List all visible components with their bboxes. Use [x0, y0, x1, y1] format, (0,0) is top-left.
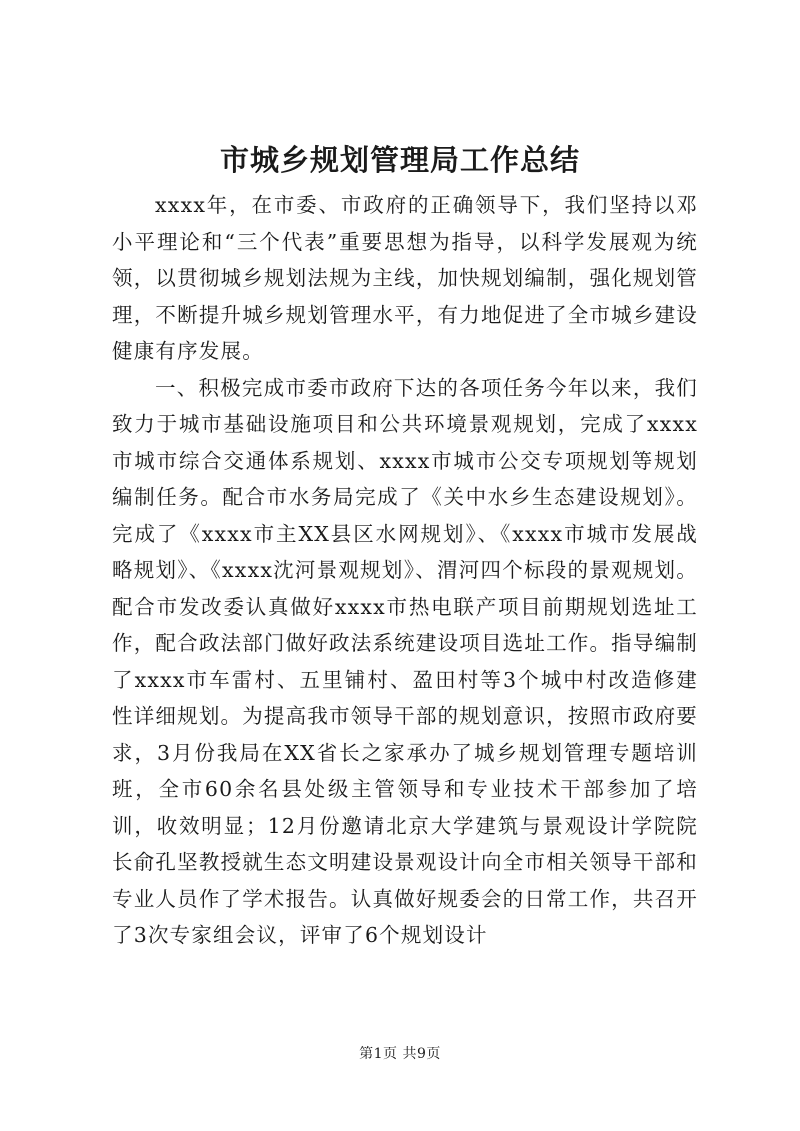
paragraph-section-one: 一、积极完成市委市政府下达的各项任务今年以来，我们致力于城市基础设施项目和公共环境景观规划，完成了xxxx市城市综合交通体系规划、xxxx市城市公交专项规划等规划编制任务。配合市水务局完成了《关中水乡生态建设规划》。完成了《xxxx市主XX县区水网规划》、《xxxx市城市发展战略规划》、《xxxx沈河景观规划》、渭河四个标段的景观规划。配合市发改委认真做好xxxx市热电联产项目前期规划选址工作，配合政法部门做好政法系统建设项目选址工作。指导编制了xxxx市车雷村、五里铺村、盈田村等3个城中村改造修建性详细规划。为提高我市领导干部的规划意识，按照市政府要求，3月份我局在XX省长之家承办了城乡规划管理专题培训班，全市60余名县处级主管领导和专业技术干部参加了培训，收效明显；12月份邀请北京大学建筑与景观设计学院院长俞孔坚教授就生态文明建设景观设计向全市相关领导干部和专业人员作了学术报告。认真做好规委会的日常工作，共召开了3次专家组会议，评审了6个规划设计 — [112, 375, 698, 947]
page-footer: 第1页 共9页 — [359, 1046, 441, 1062]
paragraph-intro: xxxx年，在市委、市政府的正确领导下，我们坚持以邓小平理论和“三个代表”重要思想为指导，以科学发展观为统领，以贯彻城乡规划法规为主线，加快规划编制，强化规划管理，不断提升城乡规划管理水平，有力地促进了全市城乡建设健康有序发展。 — [112, 193, 698, 363]
document-body — [112, 187, 698, 954]
document-title: 市城乡规划管理局工作总结 — [219, 143, 580, 177]
